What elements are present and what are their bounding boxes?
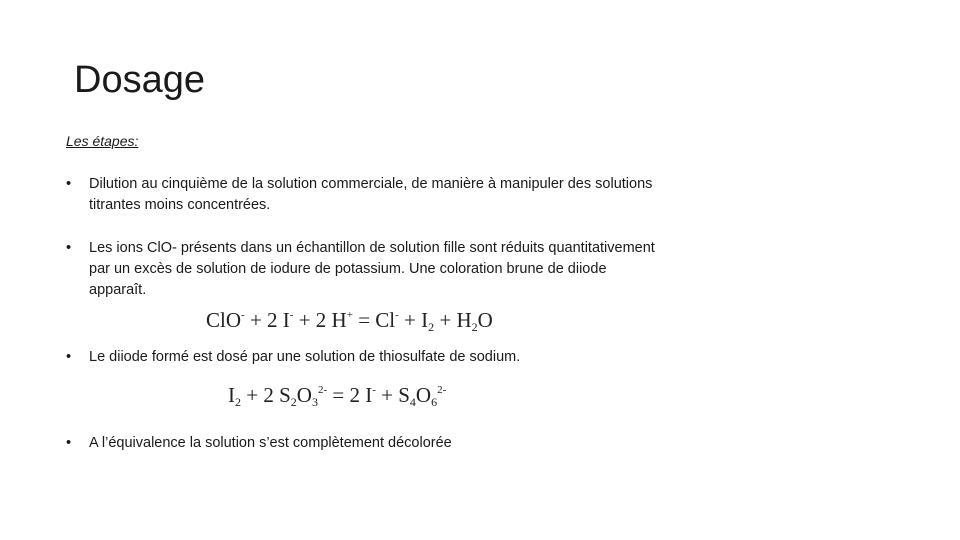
bullet-text: Les ions ClO- présents dans un échantillon de solution fille sont réduits quantitativement par un excès de solution de iodure de potassium. Une coloration brune de diiode apparaît. bbox=[89, 240, 655, 298]
bullet-text: Dilution au cinquième de la solution commerciale, de manière à manipuler des solutions titrantes moins concentrées. bbox=[89, 176, 653, 213]
equation-reduction: ClO- + 2 I- + 2 $H^+ = Cl^- + I_2 + H_2O$ bbox=[206, 308, 493, 334]
bullet-marker: • bbox=[66, 349, 72, 365]
slide-title: Dosage bbox=[74, 59, 205, 101]
bullet-item bbox=[66, 347, 656, 368]
bullet-text: Le diiode formé est dosé par une solution de thiosulfate de sodium. bbox=[89, 349, 521, 365]
bullet-marker: • bbox=[66, 435, 72, 451]
equation-titration: $I_2 + 2$ $S_2O_3^{2-} = 2$ $I^- + S_4O_6^{2-}$ bbox=[228, 383, 447, 409]
bullet-item bbox=[66, 238, 656, 301]
bullet-item bbox=[66, 174, 656, 216]
bullet-text: A l’équivalence la solution s’est complètement décolorée bbox=[89, 435, 452, 451]
bullet-item bbox=[66, 433, 656, 454]
slide-subtitle: Les étapes: bbox=[66, 133, 139, 149]
bullet-marker: • bbox=[66, 240, 72, 256]
bullet-marker: • bbox=[66, 176, 72, 192]
